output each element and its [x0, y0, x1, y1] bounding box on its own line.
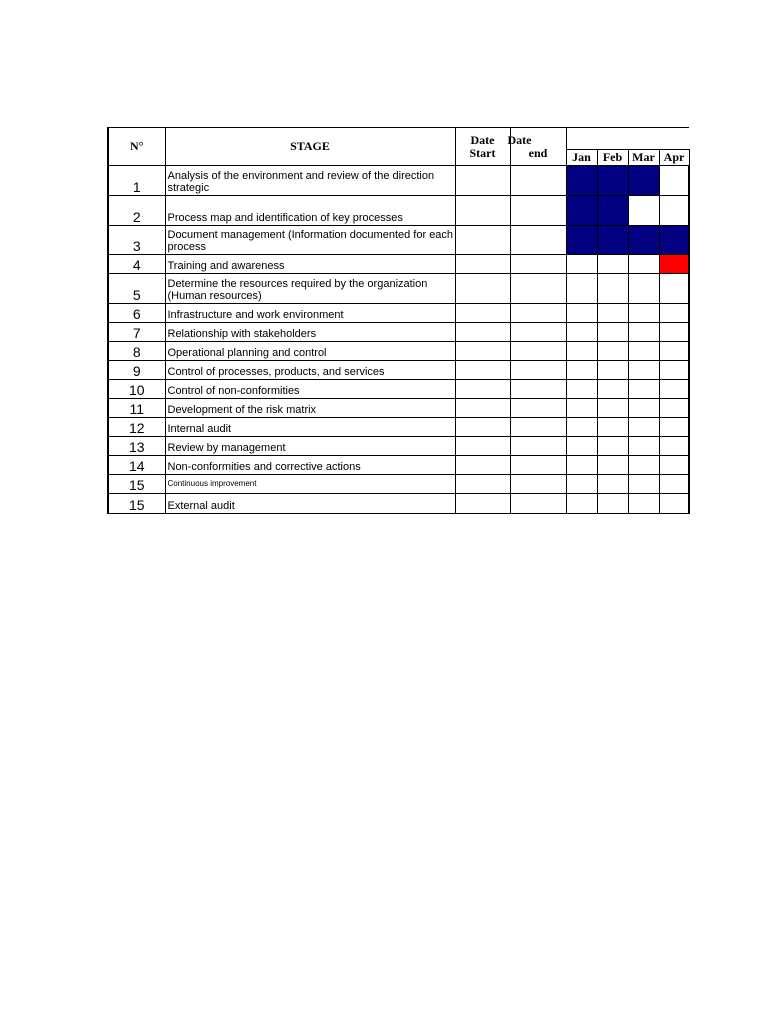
cell-mar[interactable]	[628, 226, 659, 255]
row-number: 3	[108, 226, 165, 255]
row-date-end[interactable]	[510, 418, 566, 437]
gantt-sheet	[107, 127, 690, 514]
row-date-start[interactable]	[455, 323, 510, 342]
cell-apr[interactable]	[659, 475, 689, 494]
row-stage: Process map and identification of key processes	[165, 196, 455, 226]
cell-feb[interactable]	[597, 304, 628, 323]
cell-feb[interactable]	[597, 342, 628, 361]
cell-apr[interactable]	[659, 494, 689, 514]
header-number: N°	[108, 128, 165, 166]
row-date-end[interactable]	[510, 323, 566, 342]
cell-mar[interactable]	[628, 274, 659, 304]
row-date-end[interactable]	[510, 166, 566, 196]
row-number: 15	[108, 475, 165, 494]
cell-feb[interactable]	[597, 418, 628, 437]
row-date-start[interactable]	[455, 380, 510, 399]
header-date-end-line2: end	[528, 145, 548, 160]
row-stage: Continuous improvement	[165, 475, 455, 494]
row-number: 4	[108, 255, 165, 274]
cell-feb[interactable]	[597, 399, 628, 418]
table-row	[108, 361, 689, 380]
table-row	[108, 255, 689, 274]
cell-mar[interactable]	[628, 456, 659, 475]
cell-jan[interactable]	[566, 361, 597, 380]
cell-jan[interactable]	[566, 475, 597, 494]
cell-mar[interactable]	[628, 418, 659, 437]
cell-jan[interactable]	[566, 418, 597, 437]
row-number: 13	[108, 437, 165, 456]
row-number: 9	[108, 361, 165, 380]
cell-jan[interactable]	[566, 456, 597, 475]
table-row	[108, 418, 689, 437]
row-number: 15	[108, 494, 165, 514]
table-row	[108, 166, 689, 196]
cell-mar[interactable]	[628, 380, 659, 399]
cell-feb[interactable]	[597, 255, 628, 274]
row-date-end[interactable]	[510, 361, 566, 380]
cell-jan[interactable]	[566, 196, 597, 226]
row-number: 10	[108, 380, 165, 399]
cell-mar[interactable]	[628, 342, 659, 361]
table-row	[108, 475, 689, 494]
row-date-end[interactable]	[510, 304, 566, 323]
cell-feb[interactable]	[597, 226, 628, 255]
row-number: 12	[108, 418, 165, 437]
row-stage: Determine the resources required by the organization (Human resources)	[165, 274, 455, 304]
cell-jan[interactable]	[566, 323, 597, 342]
cell-mar[interactable]	[628, 255, 659, 274]
row-stage: Operational planning and control	[165, 342, 455, 361]
row-date-end[interactable]	[510, 456, 566, 475]
cell-mar[interactable]	[628, 361, 659, 380]
table-row	[108, 274, 689, 304]
cell-apr[interactable]	[659, 399, 689, 418]
cell-mar[interactable]	[628, 196, 659, 226]
cell-apr[interactable]	[659, 342, 689, 361]
row-stage: Analysis of the environment and review of the direction strategic	[165, 166, 455, 196]
row-stage: Control of processes, products, and services	[165, 361, 455, 380]
row-number: 5	[108, 274, 165, 304]
row-date-start[interactable]	[455, 226, 510, 255]
cell-mar[interactable]	[628, 437, 659, 456]
row-date-start[interactable]	[455, 437, 510, 456]
cell-jan[interactable]	[566, 274, 597, 304]
row-stage: Internal audit	[165, 418, 455, 437]
row-date-end[interactable]	[510, 274, 566, 304]
row-date-start[interactable]	[455, 456, 510, 475]
cell-feb[interactable]	[597, 274, 628, 304]
month-apr: Apr	[659, 150, 689, 166]
cell-apr[interactable]	[659, 274, 689, 304]
row-date-start[interactable]	[455, 494, 510, 514]
cell-apr[interactable]	[659, 361, 689, 380]
month-jan: Jan	[566, 150, 597, 166]
cell-feb[interactable]	[597, 494, 628, 514]
row-stage: Document management (Information documented for each process	[165, 226, 455, 255]
cell-apr[interactable]	[659, 456, 689, 475]
cell-apr[interactable]	[659, 437, 689, 456]
row-number: 14	[108, 456, 165, 475]
header-date-start-line1: Date	[470, 132, 495, 147]
row-date-start[interactable]	[455, 361, 510, 380]
cell-jan[interactable]	[566, 342, 597, 361]
table-row	[108, 380, 689, 399]
row-number: 7	[108, 323, 165, 342]
row-number: 8	[108, 342, 165, 361]
row-date-start[interactable]	[455, 166, 510, 196]
table-row	[108, 456, 689, 475]
cell-apr[interactable]	[659, 166, 689, 196]
row-date-end[interactable]	[510, 342, 566, 361]
month-feb: Feb	[597, 150, 628, 166]
cell-jan[interactable]	[566, 399, 597, 418]
cell-jan[interactable]	[566, 437, 597, 456]
row-number: 2	[108, 196, 165, 226]
month-mar: Mar	[628, 150, 659, 166]
row-date-end[interactable]	[510, 226, 566, 255]
row-date-end[interactable]	[510, 494, 566, 514]
row-date-end[interactable]	[510, 380, 566, 399]
cell-jan[interactable]	[566, 166, 597, 196]
row-date-end[interactable]	[510, 255, 566, 274]
table-row	[108, 342, 689, 361]
row-date-end[interactable]	[510, 437, 566, 456]
row-date-start[interactable]	[455, 342, 510, 361]
table-row	[108, 494, 689, 514]
cell-apr[interactable]	[659, 323, 689, 342]
row-stage: External audit	[165, 494, 455, 514]
row-number: 1	[108, 166, 165, 196]
cell-apr[interactable]	[659, 380, 689, 399]
row-stage: Control of non-conformities	[165, 380, 455, 399]
cell-mar[interactable]	[628, 399, 659, 418]
row-date-start[interactable]	[455, 304, 510, 323]
month-header-band	[566, 128, 689, 150]
cell-mar[interactable]	[628, 304, 659, 323]
header-date-end	[507, 128, 566, 166]
header-stage: STAGE	[165, 128, 455, 166]
table-row	[108, 323, 689, 342]
cell-feb[interactable]	[597, 196, 628, 226]
cell-jan[interactable]	[566, 226, 597, 255]
cell-jan[interactable]	[566, 255, 597, 274]
row-number: 6	[108, 304, 165, 323]
row-date-start[interactable]	[455, 255, 510, 274]
cell-mar[interactable]	[628, 166, 659, 196]
cell-feb[interactable]	[597, 166, 628, 196]
row-stage: Infrastructure and work environment	[165, 304, 455, 323]
row-date-start[interactable]	[455, 196, 510, 226]
row-stage: Relationship with stakeholders	[165, 323, 455, 342]
header-date-end-line1: Date	[507, 132, 532, 147]
cell-feb[interactable]	[597, 475, 628, 494]
table-row	[108, 399, 689, 418]
cell-feb[interactable]	[597, 437, 628, 456]
table-row	[108, 304, 689, 323]
row-stage: Review by management	[165, 437, 455, 456]
cell-jan[interactable]	[566, 494, 597, 514]
cell-apr[interactable]	[659, 255, 689, 274]
cell-apr[interactable]	[659, 418, 689, 437]
row-stage: Development of the risk matrix	[165, 399, 455, 418]
table-row	[108, 437, 689, 456]
header-date-start-line2: Start	[469, 145, 496, 160]
row-date-start[interactable]	[455, 399, 510, 418]
cell-apr[interactable]	[659, 226, 689, 255]
cell-feb[interactable]	[597, 456, 628, 475]
cell-apr[interactable]	[659, 304, 689, 323]
table-row	[108, 226, 689, 255]
row-stage: Non-conformities and corrective actions	[165, 456, 455, 475]
row-date-start[interactable]	[455, 274, 510, 304]
cell-feb[interactable]	[597, 361, 628, 380]
cell-mar[interactable]	[628, 494, 659, 514]
row-stage: Training and awareness	[165, 255, 455, 274]
row-date-end[interactable]	[510, 399, 566, 418]
gantt-table	[107, 127, 690, 514]
row-date-start[interactable]	[455, 418, 510, 437]
header-date-start	[455, 128, 510, 166]
cell-feb[interactable]	[597, 380, 628, 399]
cell-mar[interactable]	[628, 323, 659, 342]
table-row	[108, 196, 689, 226]
cell-apr[interactable]	[659, 196, 689, 226]
row-date-end[interactable]	[510, 475, 566, 494]
cell-mar[interactable]	[628, 475, 659, 494]
row-date-start[interactable]	[455, 475, 510, 494]
cell-jan[interactable]	[566, 380, 597, 399]
cell-jan[interactable]	[566, 304, 597, 323]
row-date-end[interactable]	[510, 196, 566, 226]
cell-feb[interactable]	[597, 323, 628, 342]
row-number: 11	[108, 399, 165, 418]
